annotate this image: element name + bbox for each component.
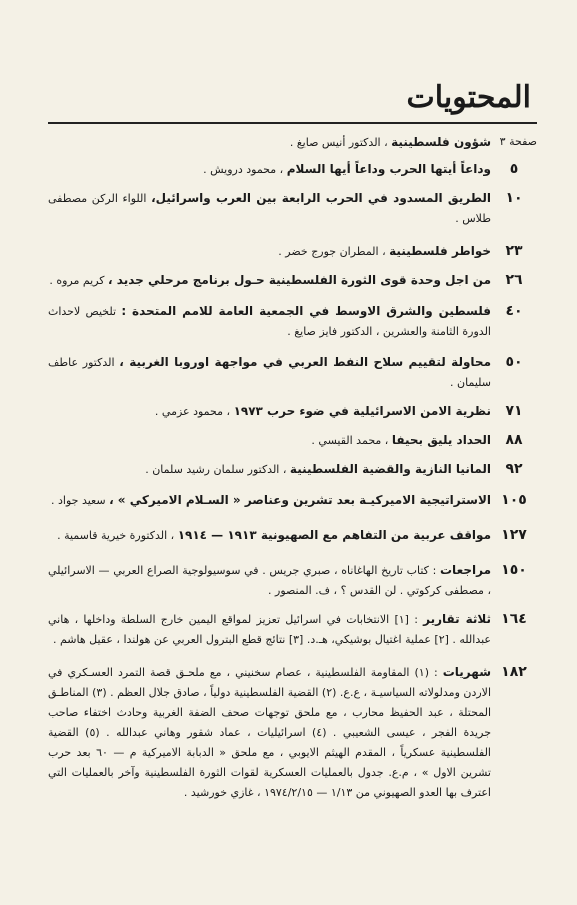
toc-entry-details: ، الدكتور أنيس صايغ . — [289, 136, 388, 149]
toc-entry-details: اللواء الركن مصطفى طلاس . — [48, 192, 491, 225]
toc-entry-details: ، المطران جورج خضر . — [278, 245, 386, 258]
toc-entry-text — [48, 490, 491, 511]
toc-page-number: ١٥٠ — [501, 562, 527, 578]
toc-entry-text — [48, 241, 491, 262]
toc-entry — [48, 430, 537, 451]
toc-entry-title: ثلاثة تقارير — [423, 612, 492, 626]
toc-entry-title: شؤون فلسطينية — [391, 135, 491, 149]
toc-page-number: ١٠٥ — [501, 492, 527, 508]
toc-entry — [48, 609, 537, 650]
toc-entry — [48, 490, 537, 511]
toc-page-number: ١٠ — [505, 190, 523, 206]
toc-entry-text — [48, 132, 491, 153]
toc-entry-details: ، الدكتورة خيرية قاسمية . — [57, 529, 175, 542]
toc-entry-text — [48, 159, 491, 180]
toc-entry-text — [48, 270, 491, 291]
toc-entry — [48, 459, 537, 480]
toc-entry-text — [48, 662, 491, 803]
toc-page-number: ٢٦ — [505, 272, 523, 288]
toc-page-number: ١٦٤ — [501, 611, 527, 627]
toc-entry-details: كريم مروه . — [49, 274, 105, 287]
toc-entry-details: تلخيص لاحداث الدورة الثامنة والعشرين ، الدكتور فايز صايغ . — [48, 305, 491, 338]
toc-page-number: ٩٢ — [505, 461, 523, 477]
toc-entry-details: : (١) المقاومة الفلسطينية ، عصام سخنيني ، مع ملحـق قصة التمرد العسـكري في الاردن ومدلولاته السياسيـة ، ع.ع. (٢) القضية الفلسطينية دولياً ، صادق جلال العظم . (٣) المناطـق المحتلة ، عبد الحفيظ محارب ، مع ملحق توجهات صحف الضفة الغربية وحادث اختفاء صاحب جريدة الفجر ، عيسى الشعيبي . (٤) اسرائيليات ، عماد شقور وهاني عبدالله . (٥) القضية الفلسطينية عسكرياً ، المقدم الهيثم الايوبي ، مع ملحق « الدبابة الاميركية م — ٦٠ بعد حرب تشرين الاول » ، م.ع. جدول بالعمليات العسكرية لقوات الثورة الفلسطينية وآخر بالعمليات التي اعترف بها العدو الصهيوني من ١/١٣ — ١٩٧٤/٢/١٥ ، غازي خورشيد . — [48, 666, 491, 799]
toc-entry-title: المانيا النازية والقضية الفلسطينية — [289, 462, 491, 476]
toc-entry — [48, 525, 537, 546]
toc-entry-title: الاستراتيجية الاميركيـة بعد تشرين وعناصر « السـلام الاميركي » ، — [109, 493, 491, 507]
toc-entry-title: مواقف عربية من التفاهم مع الصهيونية ١٩١٣ — ١٩١٤ — [177, 528, 491, 542]
toc-entry-title: وداعاً أيتها الحرب وداعاً أيها السلام — [286, 162, 491, 176]
toc-entry-details: سعيد جواد . — [51, 494, 106, 507]
toc-entry-details: ، محمود عزمي . — [154, 405, 231, 418]
toc-page-number: ١٨٢ — [501, 664, 527, 680]
toc-page-number: ٢٣ — [505, 243, 523, 259]
toc-entry — [48, 270, 537, 291]
toc-page-number: ٧١ — [505, 403, 523, 419]
toc-entry-text — [48, 352, 491, 393]
toc-entry-title: نظرية الامن الاسرائيلية في ضوء حرب ١٩٧٣ — [233, 404, 491, 418]
toc-page-number: ٥٠ — [505, 354, 523, 370]
toc-entry — [48, 352, 537, 393]
toc-entry — [48, 159, 537, 180]
toc-entry-title: مراجعات — [440, 563, 491, 577]
toc-entry-title: فلسطين والشرق الاوسط في الجمعية العامة للامم المتحدة : — [121, 304, 491, 318]
toc-entry-details: ، محمود درويش . — [203, 163, 284, 176]
toc-list — [48, 132, 537, 803]
toc-entry-text — [48, 459, 491, 480]
toc-page-number: ٨٨ — [505, 432, 523, 448]
toc-entry-text — [48, 301, 491, 342]
toc-entry — [48, 560, 537, 601]
toc-entry-title: محاولة لتقييم سلاح النفط العربي في مواجهة اوروبا الغربية ، — [119, 355, 491, 369]
toc-entry — [48, 132, 537, 153]
toc-entry-details: : كتاب تاريخ الهاغاناه ، صبري جريس . في سوسيولوجية الصراع العربي — الاسرائيلي ، مصطفى كركوتي . لن القدس ؟ ، ف. المنصور . — [48, 564, 491, 597]
heading-divider — [48, 122, 537, 124]
toc-page-number: ٥ — [509, 161, 519, 177]
toc-entry-text — [48, 401, 491, 422]
toc-entry-title: شهريات — [442, 665, 491, 679]
toc-entry-text — [48, 560, 491, 601]
toc-entry-text — [48, 609, 491, 650]
toc-entry — [48, 188, 537, 229]
toc-entry-details: ، الدكتور سلمان رشيد سلمان . — [145, 463, 287, 476]
toc-page-number: صفحة ٣ — [499, 135, 537, 148]
toc-entry-text — [48, 188, 491, 229]
toc-entry — [48, 662, 537, 803]
toc-entry-details: ، محمد القيسي . — [311, 434, 389, 447]
contents-heading: المحتويات — [406, 80, 531, 115]
toc-entry-text — [48, 430, 491, 451]
toc-entry-title: خواطر فلسطينية — [389, 244, 491, 258]
toc-entry-title: الحداد يليق بحيفا — [391, 433, 491, 447]
toc-entry-title: الطريق المسدود في الحرب الرابعة بين العرب واسرائيل، — [151, 191, 492, 205]
toc-entry-details: : [١] الانتخابات في اسرائيل تعزيز لمواقع اليمين خارج السلطة وداخلها ، هاني عبدالله . [٢] عملية اغتيال بوشيكي، هـ.د. [٣] نتائج قطع البترول العربي عن هولندا ، عقيل هاشم . — [48, 613, 491, 646]
toc-entry-title: من اجل وحدة قوى الثورة الفلسطينية حـول برنامج مرحلي جديد ، — [108, 273, 491, 287]
toc-entry — [48, 401, 537, 422]
toc-page-number: ٤٠ — [505, 303, 523, 319]
toc-entry — [48, 301, 537, 342]
toc-entry-details: الدكتور عاطف سليمان . — [48, 356, 491, 389]
toc-entry-text — [48, 525, 491, 546]
toc-page-number: ١٢٧ — [501, 527, 527, 543]
toc-entry — [48, 241, 537, 262]
